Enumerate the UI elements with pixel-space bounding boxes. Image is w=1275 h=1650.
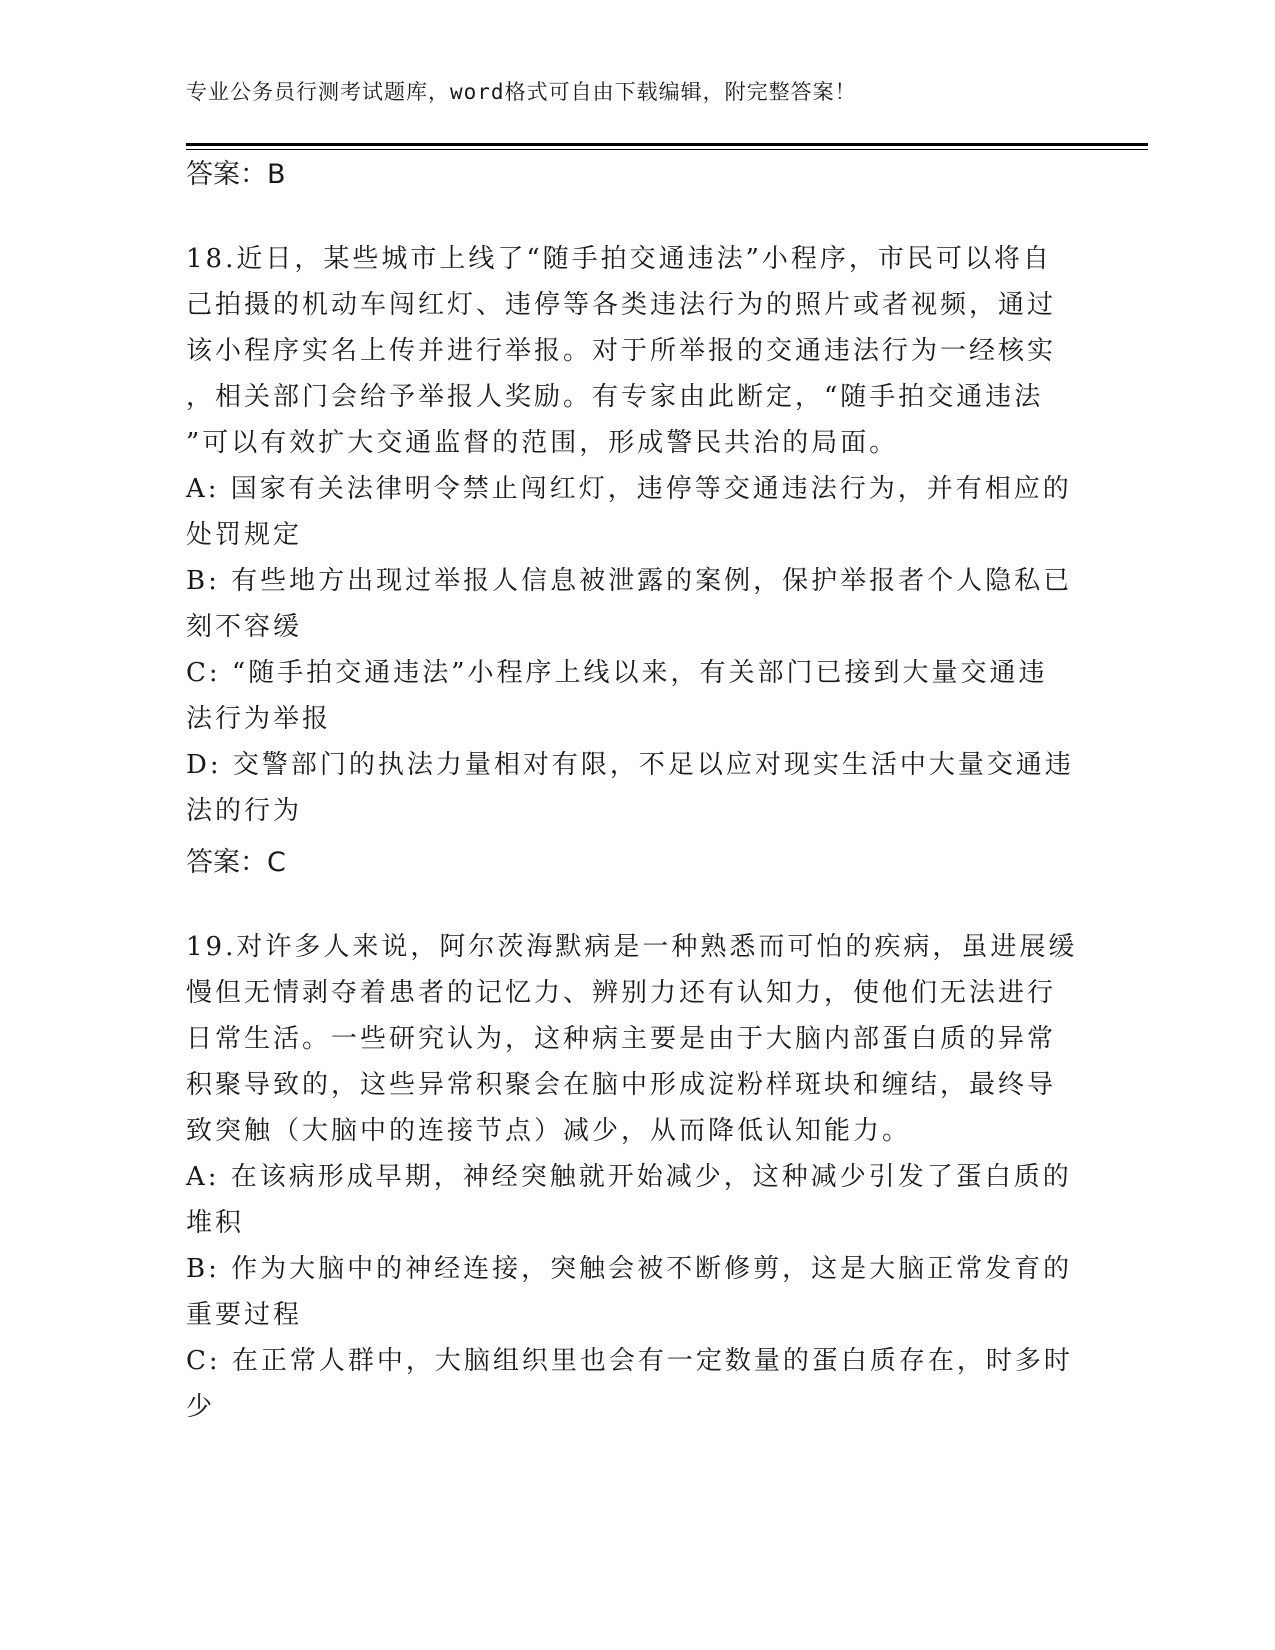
header-rule-thin xyxy=(186,149,1148,150)
question-19 xyxy=(186,924,1078,1430)
option-c xyxy=(186,1338,1073,1430)
question-stem-line: 积聚导致的，这些异常积聚会在脑中形成淀粉样斑块和缠结，最终导 xyxy=(186,1070,1057,1100)
page-header: 专业公务员行测考试题库，word格式可自由下载编辑，附完整答案！ xyxy=(186,80,857,104)
question-stem-line: 18.近日，某些城市上线了“随手拍交通违法”小程序，市民可以将自 xyxy=(186,244,1052,274)
question-stem-line: ，相关部门会给予举报人奖励。有专家由此断定，“随手拍交通违法 xyxy=(186,382,1044,412)
option-b xyxy=(186,558,1073,650)
question-stem-line: 该小程序实名上传并进行举报。对于所举报的交通违法行为一经核实 xyxy=(186,336,1057,366)
option-line: 处罚规定 xyxy=(186,520,303,550)
question-stem-line: 致突触（大脑中的连接节点）减少，从而降低认知能力。 xyxy=(186,1116,912,1146)
question-stem-line: 19.对许多人来说，阿尔茨海默病是一种熟悉而可怕的疾病，虽进展缓 xyxy=(186,932,1078,962)
question-stem-line: 日常生活。一些研究认为，这种病主要是由于大脑内部蛋白质的异常 xyxy=(186,1024,1057,1054)
option-d xyxy=(186,742,1074,834)
option-line: D: 交警部门的执法力量相对有限，不足以应对现实生活中大量交通违 xyxy=(186,750,1074,780)
question-18 xyxy=(186,236,1074,834)
option-line: 刻不容缓 xyxy=(186,612,303,642)
option-a xyxy=(186,1154,1072,1246)
option-line: 重要过程 xyxy=(186,1300,303,1330)
previous-answer: 答案：B xyxy=(186,159,286,190)
option-line: B: 作为大脑中的神经连接，突触会被不断修剪，这是大脑正常发育的 xyxy=(186,1254,1073,1284)
option-line: C: “随手拍交通违法”小程序上线以来，有关部门已接到大量交通违 xyxy=(186,658,1048,688)
option-a xyxy=(186,466,1072,558)
option-c xyxy=(186,650,1066,742)
option-line: 堆积 xyxy=(186,1208,245,1238)
option-b xyxy=(186,1246,1073,1338)
question-stem-line: ”可以有效扩大交通监督的范围，形成警民共治的局面。 xyxy=(186,428,899,458)
option-line: B: 有些地方出现过举报人信息被泄露的案例，保护举报者个人隐私已 xyxy=(186,566,1073,596)
option-line: A: 国家有关法律明令禁止闯红灯，违停等交通违法行为，并有相应的 xyxy=(186,474,1072,504)
option-line: 法行为举报 xyxy=(186,704,332,734)
answer-18: 答案：C xyxy=(186,847,286,878)
option-line: C: 在正常人群中，大脑组织里也会有一定数量的蛋白质存在，时多时 xyxy=(186,1346,1073,1376)
option-line: A: 在该病形成早期，神经突触就开始减少，这种减少引发了蛋白质的 xyxy=(186,1162,1072,1192)
option-line: 少 xyxy=(186,1392,216,1422)
question-stem-line: 己拍摄的机动车闯红灯、违停等各类违法行为的照片或者视频，通过 xyxy=(186,290,1057,320)
question-stem-line: 慢但无情剥夺着患者的记忆力、辨别力还有认知力，使他们无法进行 xyxy=(186,978,1057,1008)
option-line: 法的行为 xyxy=(186,796,303,826)
header-rule-thick xyxy=(186,143,1148,146)
